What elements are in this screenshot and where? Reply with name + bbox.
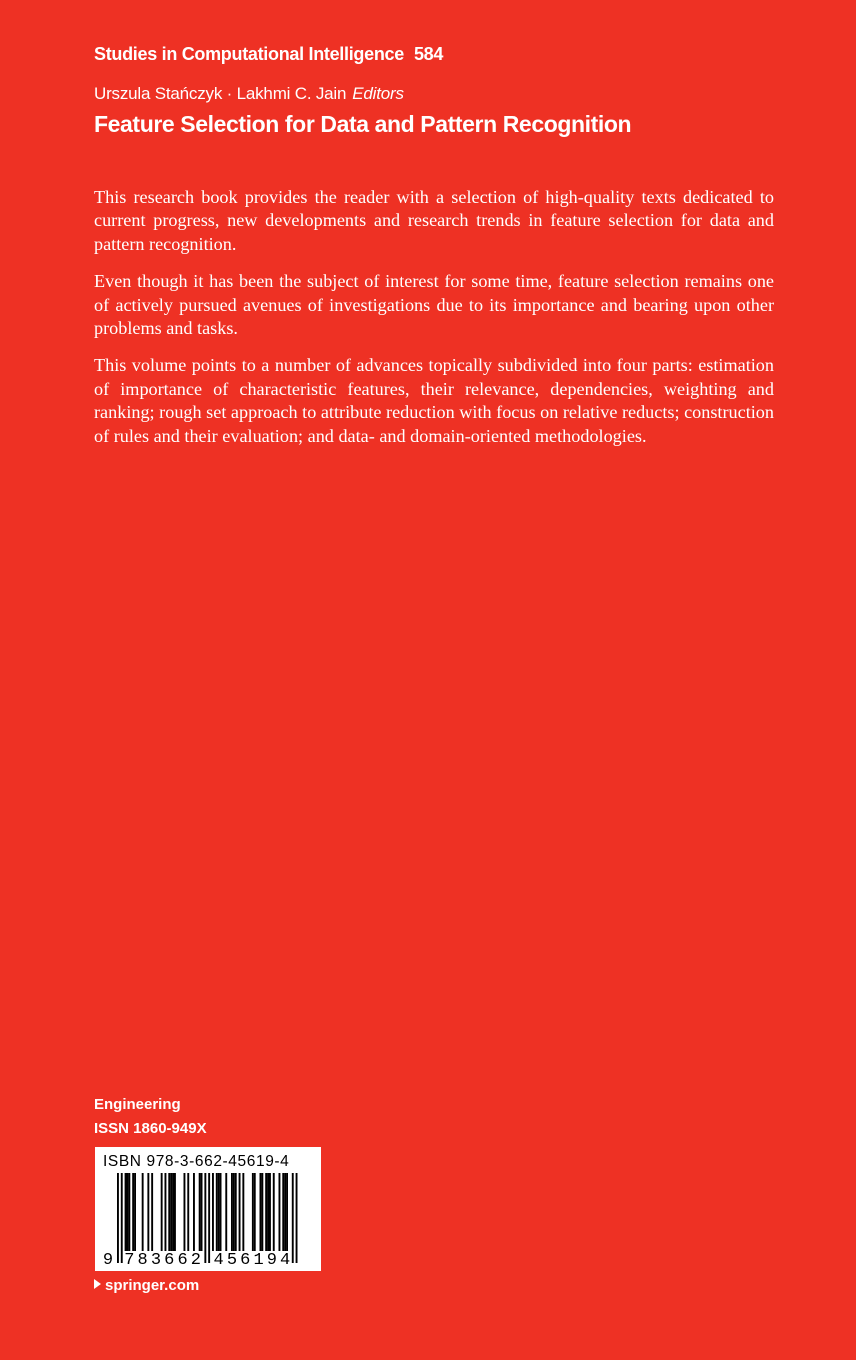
book-title: Feature Selection for Data and Pattern Recognition [94,111,632,137]
barcode-bar [261,1173,263,1251]
blurb-paragraph: Even though it has been the subject of interest for some time, feature selection remains one of actively pursued avenues of investigations due to its importance and bearing upon other problems and tasks. [94,271,774,339]
issn-number: ISSN 1860-949X [94,1120,207,1137]
barcode-bar [231,1173,233,1251]
barcode-bar [286,1173,288,1251]
barcode-digit: 3 [150,1251,162,1270]
barcode-digit: 1 [253,1251,264,1270]
barcode-box [95,1147,321,1271]
barcode-bar [127,1173,129,1251]
barcode-image [95,1147,321,1271]
barcode-bar [225,1173,227,1251]
barcode-bar [267,1173,269,1251]
barcode-bar [204,1173,206,1263]
triangle-right-icon [94,1279,101,1289]
barcode-bar [273,1173,275,1251]
barcode-bar [121,1173,123,1263]
barcode-digit: 2 [190,1251,201,1270]
barcode-bar [284,1173,286,1251]
website-link[interactable] [94,1277,199,1294]
isbn-label: ISBN 978-3-662-45619-4 [103,1153,290,1170]
series-line [94,44,443,65]
barcode-bar [193,1173,195,1251]
barcode-bar [216,1173,218,1251]
barcode-bar [134,1173,136,1251]
barcode-bar [296,1173,298,1263]
website-url: springer.com [105,1277,200,1294]
barcode-digit: 8 [137,1251,148,1270]
blurb [94,186,774,462]
barcode-bar [125,1173,127,1251]
barcode-bar [260,1173,262,1251]
barcode-bar [292,1173,294,1263]
barcode-bar [282,1173,284,1251]
barcode-bar [252,1173,254,1251]
barcode-bar [220,1173,222,1251]
barcode-digit: 6 [164,1251,175,1270]
barcode-bar [147,1173,149,1251]
blurb-paragraph: This volume points to a number of advances topically subdivided into four parts: estimation of importance of characteristic features, their relevance, dependencies, weighting and ranking; rough set approach to attribute reduction with focus on relative reducts; construction of rules and their evaluation; and data- and domain-oriented methodologies. [94,355,774,446]
editors-line [94,84,404,104]
barcode-bar [132,1173,134,1251]
barcode-digit: 9 [266,1251,277,1270]
barcode-digit: 9 [102,1251,114,1270]
editors-names: Urszula Stańczyk · Lakhmi C. Jain [94,84,347,103]
barcode-bar [184,1173,186,1251]
barcode-bar [128,1173,130,1251]
barcode-bar [117,1173,119,1263]
barcode-bar [199,1173,201,1251]
editors-role: Editors [352,84,404,103]
barcode-bar [212,1173,214,1251]
series-name: Studies in Computational Intelligence [94,44,404,64]
barcode-bar [242,1173,244,1251]
series-volume: 584 [413,44,444,64]
barcode-bar [208,1173,210,1263]
barcode-digit: 5 [226,1251,238,1270]
barcode-digits [103,1251,290,1270]
barcode-bar [161,1173,163,1251]
barcode-bars [117,1173,298,1263]
barcode-bar [235,1173,237,1251]
barcode-bar [218,1173,220,1251]
barcode-bar [269,1173,271,1251]
barcode-bar [239,1173,241,1251]
barcode-bar [172,1173,174,1251]
barcode-bar [201,1173,203,1251]
barcode-digit: 4 [213,1251,224,1270]
subject-category: Engineering [94,1096,181,1113]
barcode-bar [279,1173,281,1251]
barcode-bar [174,1173,176,1251]
barcode-digit: 6 [240,1251,251,1270]
blurb-paragraph: This research book provides the reader with a selection of high-quality texts dedicated to current progress, new developments and research trends in feature selection for data and pattern recognition. [94,187,774,254]
barcode-bar [170,1173,172,1251]
barcode-bar [151,1173,153,1251]
barcode-bar [168,1173,170,1251]
barcode-bar [254,1173,256,1251]
barcode-bar [187,1173,189,1251]
barcode-digit: 4 [280,1251,291,1270]
barcode-digit: 6 [177,1251,188,1270]
barcode-bar [265,1173,267,1251]
barcode-bar [233,1173,235,1251]
barcode-bar [142,1173,144,1251]
barcode-digit: 7 [124,1251,135,1270]
barcode-bar [165,1173,167,1251]
